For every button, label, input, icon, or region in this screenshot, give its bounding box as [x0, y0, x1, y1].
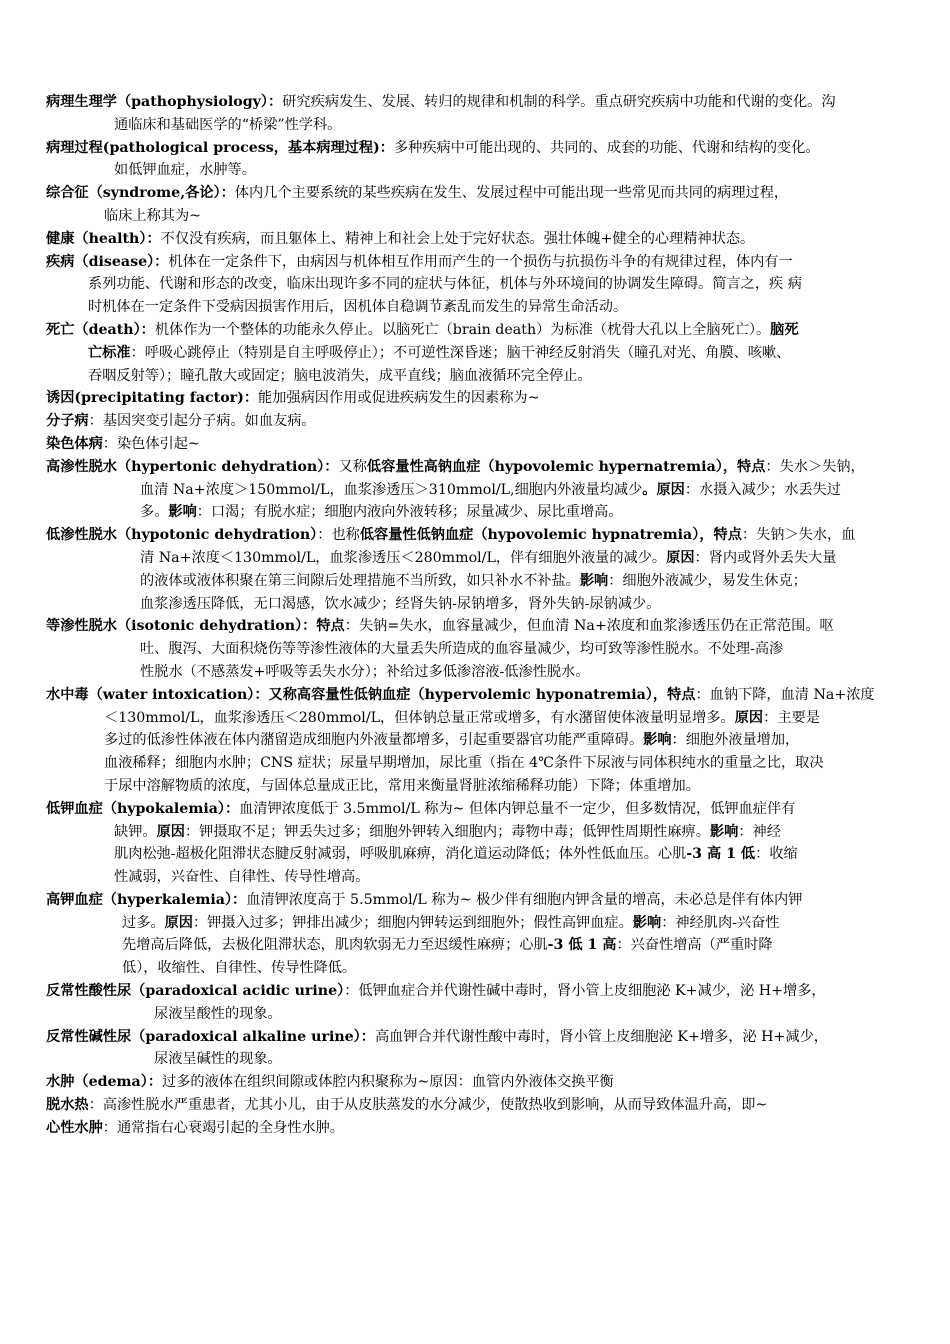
glossary-entry [46, 456, 912, 524]
entry-first-line [46, 91, 912, 114]
entry-text: 如低钾血症，水肿等。 [114, 162, 256, 179]
bold-keyword: 原因 [666, 549, 695, 566]
glossary-entry [46, 387, 912, 410]
entry-continuation-line [46, 159, 912, 182]
entry-text: 系列功能、代谢和形态的改变，临床出现许多不同的症状与体征，机体与外环境间的协调发生障碍。简言之，疾 病 [88, 276, 802, 293]
entry-term: 低钾血症（hypokalemia）： [46, 800, 240, 817]
entry-text: ：肾内或肾外丢失大量 [694, 549, 837, 566]
entry-continuation-line [46, 843, 912, 866]
entry-text: 过多。 [122, 914, 165, 931]
entry-text: 过多的液体在组织间隙或体腔内积聚称为~原因：血管内外液体交换平衡 [162, 1074, 614, 1091]
entry-text: ：钾摄取不足；钾丢失过多；细胞外钾转入细胞内；毒物中毒；低钾性周期性麻痹。 [184, 823, 710, 840]
glossary-entry [46, 182, 912, 228]
entry-text: ：呼吸心跳停止（特别是自主呼吸停止）；不可逆性深昏迷；脑干神经反射消失（瞳孔对光、角膜、咳嗽、 [130, 344, 791, 361]
entry-text: 时机体在一定条件下受病因损害作用后，因机体自稳调节紊乱而发生的异常生命活动。 [88, 299, 628, 316]
entry-term: 分子病 [46, 413, 89, 430]
glossary-entry [46, 251, 912, 319]
glossary-entry [46, 433, 912, 456]
bold-keyword: 特点 [316, 618, 345, 635]
entry-text: ：低钾血症合并代谢性碱中毒时，肾小管上皮细胞泌 K+减少，泌 H+增多， [344, 983, 826, 1000]
entry-first-line [46, 524, 912, 547]
entry-continuation-line [46, 342, 912, 365]
glossary-entry [46, 615, 912, 683]
entry-text: ：收缩 [755, 846, 798, 863]
entry-continuation-line [46, 957, 912, 980]
entry-term: 水肿（edema）： [46, 1074, 163, 1091]
entry-text: 血清钾浓度低于 3.5mmol/L 称为~ 但体内钾总量不一定少，但多数情况，低钾血症伴有 [239, 800, 796, 817]
bold-keyword: 影响 [168, 504, 197, 521]
entry-continuation-line [46, 707, 912, 730]
entry-continuation-line [46, 114, 912, 137]
entry-text: ：失钠=失水，血容量减少，但血清 Na+浓度和血浆渗透压仍在正常范围。呕 [344, 618, 834, 635]
bold-keyword: 原因 [734, 709, 764, 726]
entry-continuation-line [46, 912, 912, 935]
entry-first-line [46, 456, 912, 479]
entry-text: 通临床和基础医学的“桥梁”性学科。 [114, 116, 342, 133]
entry-term: 疾病（disease）： [46, 253, 169, 270]
entry-text: ：高渗性脱水严重患者，尤其小儿，由于从皮肤蒸发的水分减少，使散热收到影响，从而导致体温升高，即~ [88, 1097, 768, 1114]
entry-text: 机体在一定条件下，由病因与机体相互作用而产生的一个损伤与抗损伤斗争的有规律过程，体内有一 [168, 253, 793, 270]
glossary-entry [46, 1094, 912, 1117]
entry-first-line [46, 889, 912, 912]
bold-keyword: 原因 [156, 823, 185, 840]
entry-term: 等渗性脱水（isotonic dehydration）： [46, 618, 317, 635]
entry-text: 性脱水（不感蒸发+呼吸等丢失水分）；补给过多低渗溶液-低渗性脱水。 [140, 663, 590, 680]
entry-text: 血浆渗透压降低，无口渴感，饮水减少；经肾失钠-尿钠增多，肾外失钠-尿钠减少。 [140, 595, 661, 612]
entry-continuation-line [46, 775, 912, 798]
entry-first-line [46, 228, 912, 251]
entry-text: ：神经肌肉-兴奋性 [661, 914, 780, 931]
entry-continuation-line [46, 570, 912, 593]
entry-continuation-line [46, 205, 912, 228]
entry-first-line [46, 1094, 912, 1117]
entry-term: 高渗性脱水（hypertonic dehydration）： [46, 458, 339, 475]
entry-first-line [46, 684, 912, 707]
entry-text: 不仅没有疾病，而且躯体上、精神上和社会上处于完好状态。强壮体魄+健全的心理精神状态。 [160, 230, 755, 247]
entry-text: 清 Na+浓度＜130mmol/L，血浆渗透压＜280mmol/L，伴有细胞外液量的减少。 [140, 549, 667, 566]
entry-continuation-line [46, 501, 912, 524]
entry-text: ：失水＞失钠， [765, 458, 865, 475]
entry-first-line [46, 319, 912, 342]
entry-term: 高钾血症（hyperkalemia）： [46, 891, 247, 908]
bold-keyword: 低容量性低钠血症（hypovolemic hypnatremia），特点 [359, 527, 742, 544]
entry-term: 死亡（death）： [46, 321, 155, 338]
bold-keyword: 影响 [643, 732, 672, 749]
entry-text: 于尿中溶解物质的浓度，与固体总量成正比，常用来衡量肾脏浓缩稀释功能）下降；体重增加。 [104, 777, 700, 794]
entry-text: ：钾摄入过多；钾排出减少；细胞内钾转运到细胞外；假性高钾血症。 [192, 914, 633, 931]
glossary-entry [46, 684, 912, 798]
entry-text: 尿液呈酸性的现象。 [154, 1005, 282, 1022]
entry-continuation-line [46, 296, 912, 319]
entry-text: 血清 Na+浓度＞150mmol/L，血浆渗透压＞310mmol/L,细胞内外液量均减少 [140, 481, 643, 498]
entry-continuation-line [46, 866, 912, 889]
entry-first-line [46, 1117, 912, 1140]
bold-keyword: 原因 [164, 914, 193, 931]
entry-text: 机体作为一个整体的功能永久停止。以脑死亡（brain death）为标准（枕骨大孔以上全脑死亡）。 [154, 321, 771, 338]
entry-term: 水中毒（water intoxication）：又称高容量性低钠血症（hypervolemic hyponatremia），特点 [46, 686, 696, 703]
entry-term: 低渗性脱水（hypotonic dehydration） [46, 527, 318, 544]
bold-keyword: 。原因 [642, 481, 685, 498]
entry-term: 染色体病 [46, 435, 103, 452]
glossary-entry [46, 524, 912, 615]
entry-text: ：口渴；有脱水症；细胞内液向外液转移；尿量减少、尿比重增高。 [196, 504, 623, 521]
entry-continuation-line [46, 273, 912, 296]
entry-text: 的液体或液体积聚在第三间隙后处理措施不当所致，如只补水不补盐。 [140, 572, 580, 589]
bold-keyword: 亡标准 [88, 344, 131, 361]
glossary-entry [46, 410, 912, 433]
entry-continuation-line [46, 547, 912, 570]
entry-text: ：主要是 [763, 709, 820, 726]
entry-first-line [46, 798, 912, 821]
entry-text: 临床上称其为~ [104, 207, 202, 224]
entry-text: 血清钾浓度高于 5.5mmol/L 称为~ 极少伴有细胞内钾含量的增高，未必总是伴有体内钾 [246, 891, 803, 908]
entry-text: 能加强病因作用或促进疾病发生的因素称为~ [258, 390, 540, 407]
entry-text: 缺钾。 [114, 823, 157, 840]
entry-text: ：失钠＞失水，血 [741, 527, 856, 544]
entry-text: 吐、腹泻、大面积烧伤等等渗性液体的大量丢失所造成的血容量减少，均可致等渗性脱水。不处理-高渗 [140, 641, 784, 658]
entry-continuation-line [46, 479, 912, 502]
entry-term: 反常性碱性尿（paradoxical alkaline urine）： [46, 1028, 375, 1045]
entry-continuation-line [46, 821, 912, 844]
document-page [46, 91, 912, 1140]
glossary-entry [46, 980, 912, 1026]
glossary-entry [46, 91, 912, 137]
entry-first-line [46, 980, 912, 1003]
entry-first-line [46, 615, 912, 638]
glossary-entry [46, 889, 912, 980]
entry-continuation-line [46, 593, 912, 616]
entry-text: ：染色体引起~ [102, 435, 200, 452]
entry-text: 多。 [140, 504, 169, 521]
entry-text: ：水摄入减少；水丢失过 [684, 481, 841, 498]
entry-text: 血液稀释；细胞内水肿；CNS 症状；尿量早期增加，尿比重（指在 4℃条件下尿液与同体积纯水的重量之比，取决 [104, 755, 824, 772]
entry-text: 研究疾病发生、发展、转归的规律和机制的科学。重点研究疾病中功能和代谢的变化。沟 [282, 94, 836, 110]
entry-first-line [46, 1071, 912, 1094]
entry-text: ＜130mmol/L，血浆渗透压＜280mmol/L，但体钠总量正常或增多，有水潴留使体液量明显增多。 [104, 709, 735, 726]
entry-term: 病理过程(pathological process，基本病理过程)： [46, 139, 394, 156]
glossary-entry [46, 319, 912, 387]
entry-term: 综合征（syndrome,各论）： [46, 185, 235, 202]
bold-keyword: 脑死 [770, 321, 799, 338]
entry-first-line [46, 433, 912, 456]
bold-keyword: -3 高 1 低 [686, 846, 756, 863]
entry-text: 性减弱，兴奋性、自律性、传导性增高。 [114, 869, 370, 886]
entry-text: 尿液呈碱性的现象。 [154, 1051, 282, 1068]
entry-term: 健康（health）： [46, 230, 161, 247]
entry-continuation-line [46, 1003, 912, 1026]
entry-text: 高血钾合并代谢性酸中毒时，肾小管上皮细胞泌 K+增多，泌 H+减少， [374, 1028, 828, 1045]
entry-text: 吞咽反射等）；瞳孔散大或固定；脑电波消失，成平直线；脑血液循环完全停止。 [88, 367, 592, 384]
entry-text: ：细胞外液量增加， [671, 732, 800, 749]
entry-text: 多过的低渗性体液在体内潴留造成细胞内外液量都增多，引起重要器官功能严重障碍。 [104, 732, 644, 749]
entry-first-line [46, 251, 912, 274]
entry-text: ：细胞外液减少，易发生休克； [608, 572, 807, 589]
entry-text: 多种疾病中可能出现的、共同的、成套的功能、代谢和结构的变化。 [393, 139, 820, 156]
bold-keyword: 影响 [709, 823, 739, 840]
entry-text: 肌肉松弛-超极化阻滞状态腱反射减弱，呼吸肌麻痹，消化道运动降低；体外性低血压。心肌 [114, 846, 687, 863]
entry-continuation-line [46, 934, 912, 957]
entry-first-line [46, 182, 912, 205]
bold-keyword: 影响 [579, 572, 609, 589]
entry-text: ：神经 [738, 823, 781, 840]
glossary-entry [46, 798, 912, 889]
entry-text: ：基因突变引起分子病。如血友病。 [88, 413, 316, 430]
entry-first-line [46, 137, 912, 160]
glossary-entry [46, 1117, 912, 1140]
bold-keyword: 影响 [632, 914, 662, 931]
entry-first-line [46, 1026, 912, 1049]
bold-keyword: -3 低 1 高 [547, 937, 617, 954]
entry-continuation-line [46, 365, 912, 388]
entry-text: ：通常指右心衰竭引起的全身性水肿。 [102, 1119, 344, 1136]
entry-text: 体内几个主要系统的某些疾病在发生、发展过程中可能出现一些常见而共同的病理过程， [234, 185, 789, 202]
entry-text: 又称 [338, 458, 367, 475]
entry-term: 诱因(precipitating factor)： [46, 390, 259, 407]
entry-term: 心性水肿 [46, 1119, 103, 1136]
entry-text: ：兴奋性增高（严重时降 [616, 937, 773, 954]
glossary-entry [46, 1071, 912, 1094]
entry-term: 脱水热 [46, 1097, 89, 1114]
entry-text: ：血钠下降，血清 Na+浓度 [695, 686, 875, 703]
entry-continuation-line [46, 729, 912, 752]
entry-first-line [46, 387, 912, 410]
bold-keyword: 低容量性高钠血症（hypovolemic hypernatremia），特点 [366, 458, 766, 475]
glossary-entry [46, 228, 912, 251]
entry-term: 病理生理学（pathophysiology）： [46, 94, 283, 110]
entry-first-line [46, 410, 912, 433]
entry-term: 反常性酸性尿（paradoxical acidic urine） [46, 983, 345, 1000]
entry-continuation-line [46, 638, 912, 661]
entry-continuation-line [46, 752, 912, 775]
entry-continuation-line [46, 661, 912, 684]
entry-text: 先增高后降低，去极化阻滞状态，肌肉软弱无力至迟缓性麻痹；心肌 [122, 937, 548, 954]
glossary-entry [46, 137, 912, 183]
entry-text: 低），收缩性、自律性、传导性降低。 [122, 960, 357, 977]
glossary-entry [46, 1026, 912, 1072]
entry-text: ：也称 [317, 527, 360, 544]
entry-continuation-line [46, 1048, 912, 1071]
